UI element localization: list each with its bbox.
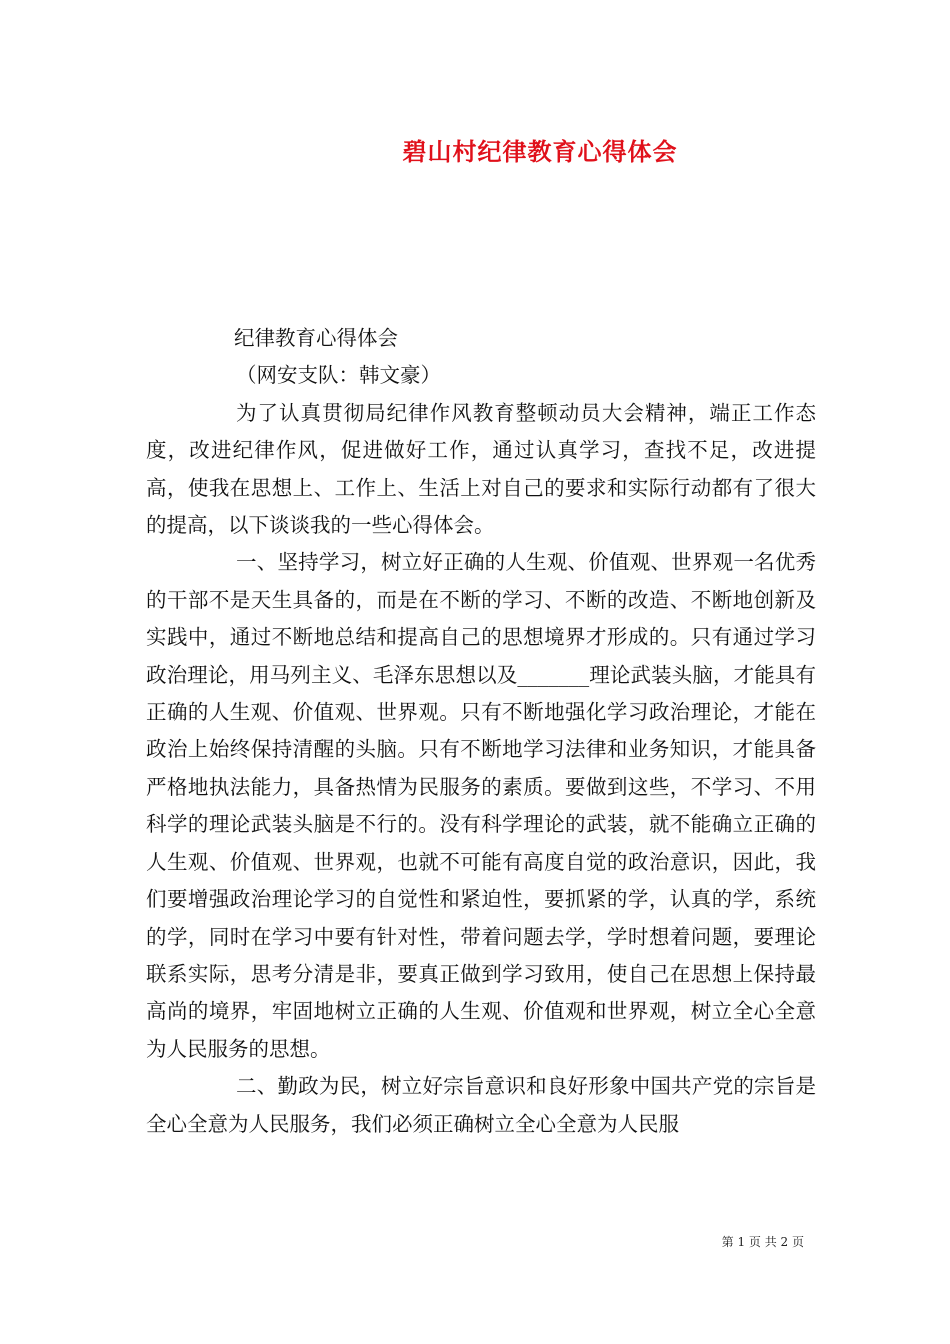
paragraph-intro: 为了认真贯彻局纪律作风教育整顿动员大会精神，端正工作态度，改进纪律作风，促进做好工作，通过认真学习，查找不足，改进提高，使我在思想上、工作上、生活上对自己的要求和实际行动都有了很大的提高，以下谈谈我的一些心得体会。: [146, 400, 816, 538]
page-number-footer: 第 1 页 共 2 页: [721, 1235, 804, 1249]
author-byline: （网安支队：韩文豪）: [236, 363, 441, 388]
document-subtitle: 纪律教育心得体会: [234, 326, 398, 350]
document-title: 碧山村纪律教育心得体会: [402, 137, 678, 166]
paragraph-section-two: 二、勤政为民，树立好宗旨意识和良好形象中国共产党的宗旨是全心全意为人民服务，我们必须正确树立全心全意为人民服: [146, 1074, 816, 1136]
paragraph-section-one: 一、坚持学习，树立好正确的人生观、价值观、世界观一名优秀的干部不是天生具备的，而是在不断的学习、不断的改造、不断地创新及实践中，通过不断地总结和提高自己的思想境界才形成的。只有通过学习政治理论，用马列主义、毛泽东思想以及_______理论武装头脑，才能具有正确的人生观、价值观、世界观。只有不断地强化学习政治理论，才能在政治上始终保持清醒的头脑。只有不断地学习法律和业务知识，才能具备严格地执法能力，具备热情为民服务的素质。要做到这些，不学习、不用科学的理论武装头脑是不行的。没有科学理论的武装，就不能确立正确的人生观、价值观、世界观，也就不可能有高度自觉的政治意识，因此，我们要增强政治理论学习的自觉性和紧迫性，要抓紧的学，认真的学，系统的学，同时在学习中要有针对性，带着问题去学，学时想着问题，要理论联系实际，思考分清是非，要真正做到学习致用，使自己在思想上保持最高尚的境界，牢固地树立正确的人生观、价值观和世界观，树立全心全意为人民服务的思想。: [146, 550, 816, 1061]
document-body: [146, 320, 816, 1143]
